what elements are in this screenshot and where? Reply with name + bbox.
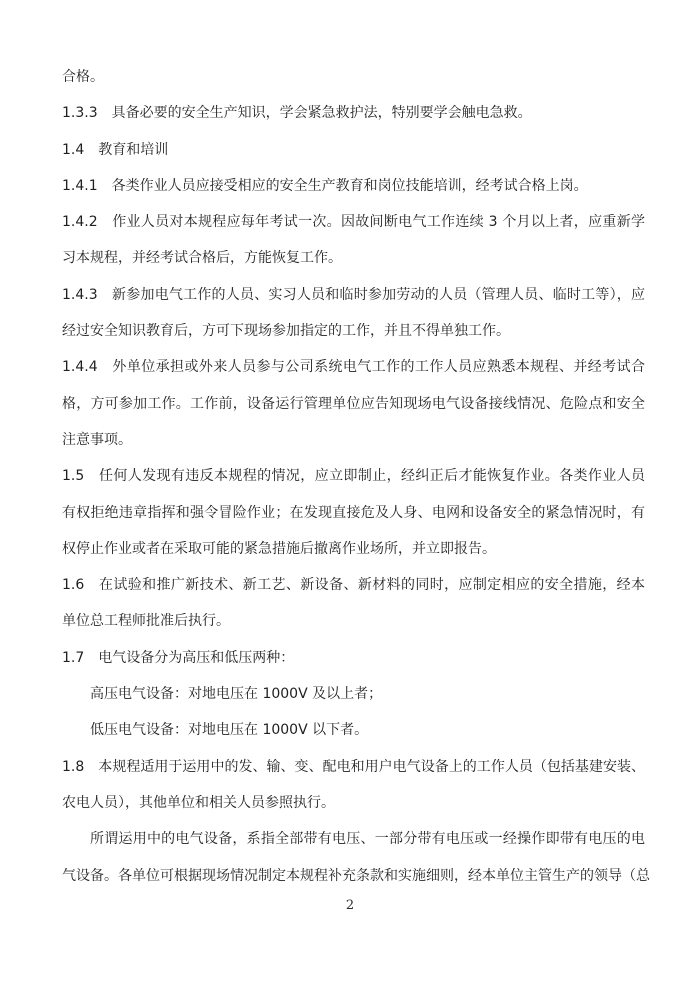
text-line: 1.3.3 具备必要的安全生产知识，学会紧急救护法，特别要学会触电急救。 — [62, 105, 532, 122]
text-line: 1.4.2 作业人员对本规程应每年考试一次。因故间断电气工作连续 3 个月以上者，应重新学 — [62, 214, 645, 231]
text-line: 1.5 任何人发现有违反本规程的情况，应立即制止，经纠正后才能恢复作业。各类作业人员 — [62, 468, 645, 485]
text-line: 1.7 电气设备分为高压和低压两种： — [62, 649, 295, 666]
text-line: 1.8 本规程适用于运用中的发、输、变、配电和用户电气设备上的工作人员（包括基建安装、 — [62, 758, 645, 775]
text-line: 有权拒绝违章指挥和强令冒险作业；在发现直接危及人身、电网和设备安全的紧急情况时，有 — [62, 504, 645, 521]
text-line: 1.4.4 外单位承担或外来人员参与公司系统电气工作的工作人员应熟悉本规程、并经考试合 — [62, 359, 645, 376]
document-body — [62, 59, 650, 894]
text-line: 农电人员），其他单位和相关人员参照执行。 — [62, 794, 335, 811]
text-line: 1.4.1 各类作业人员应接受相应的安全生产教育和岗位技能培训，经考试合格上岗。 — [62, 177, 588, 194]
text-line: 高压电气设备：对地电压在 1000V 及以上者； — [90, 686, 383, 703]
text-line: 注意事项。 — [62, 431, 132, 448]
text-line: 经过安全知识教育后，方可下现场参加指定的工作，并且不得单独工作。 — [62, 323, 510, 340]
text-line: 单位总工程师批准后执行。 — [62, 613, 230, 630]
text-line: 1.6 在试验和推广新技术、新工艺、新设备、新材料的同时，应制定相应的安全措施，经本 — [62, 577, 645, 594]
text-line: 权停止作业或者在采取可能的紧急措施后撤离作业场所，并立即报告。 — [62, 540, 496, 557]
text-line: 1.4.3 新参加电气工作的人员、实习人员和临时参加劳动的人员（管理人员、临时工等），应 — [62, 286, 645, 303]
text-line: 1.4 教育和培训 — [62, 141, 169, 158]
text-line: 气设备。各单位可根据现场情况制定本规程补充条款和实施细则，经本单位主管生产的领导（总 — [62, 867, 650, 884]
text-line: 习本规程，并经考试合格后，方能恢复工作。 — [62, 250, 342, 267]
page-number: 2 — [345, 898, 355, 913]
text-line: 所谓运用中的电气设备，系指全部带有电压、一部分带有电压或一经操作即带有电压的电 — [90, 831, 645, 848]
text-line: 低压电气设备：对地电压在 1000V 以下者。 — [90, 722, 369, 739]
text-line: 合格。 — [62, 69, 104, 85]
text-line: 格，方可参加工作。工作前，设备运行管理单位应告知现场电气设备接线情况、危险点和安全 — [62, 395, 645, 412]
